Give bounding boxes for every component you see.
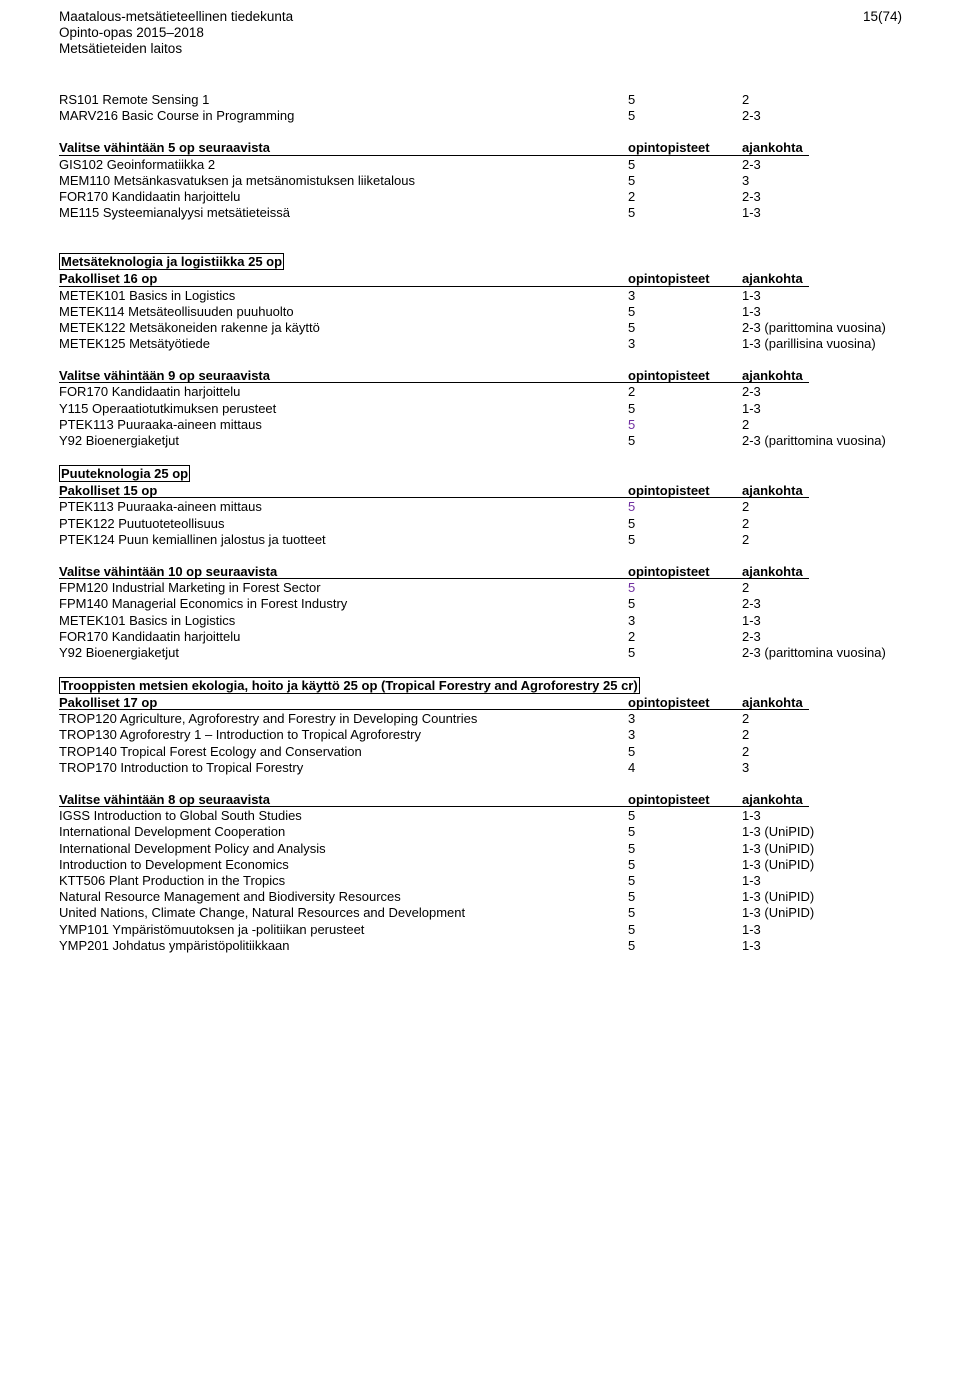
section-title-box: Trooppisten metsien ekologia, hoito ja käyttö 25 op (Tropical Forestry and Agroforestry 25 cr)	[61, 678, 638, 694]
course-name: METEK125 Metsätyötiede	[59, 336, 211, 352]
course-timing: 2-3	[742, 188, 761, 204]
course-name: United Nations, Climate Change, Natural Resources and Development	[59, 905, 466, 921]
course-timing: 2-3	[742, 384, 761, 400]
course-name: International Development Policy and Analysis	[59, 840, 326, 856]
spacer	[59, 221, 919, 237]
course-timing: 2-3	[742, 628, 761, 644]
course-name: FOR170 Kandidaatin harjoittelu	[59, 628, 241, 644]
course-timing: 1-3 (UniPID)	[742, 840, 815, 856]
credits-header: opintopisteet	[628, 368, 710, 384]
timing-header: ajankohta	[742, 140, 803, 156]
course-row	[59, 417, 919, 433]
spacer	[59, 548, 919, 564]
course-row	[59, 889, 919, 905]
group-header-row	[59, 564, 919, 580]
course-timing: 2	[742, 531, 750, 547]
course-credits: 5	[628, 824, 636, 840]
group-header-label: Valitse vähintään 10 op seuraavista	[59, 563, 278, 579]
course-credits: 5	[628, 416, 636, 432]
course-row	[59, 580, 919, 596]
spacer	[59, 449, 919, 465]
course-row	[59, 516, 919, 532]
course-credits: 5	[628, 743, 636, 759]
document-header	[59, 9, 293, 57]
course-row	[59, 157, 919, 173]
group-header-label: Valitse vähintään 9 op seuraavista	[59, 368, 270, 384]
course-timing: 1-3	[742, 872, 761, 888]
course-timing: 2	[742, 711, 750, 727]
course-name: Natural Resource Management and Biodiversity Resources	[59, 889, 401, 905]
course-name: KTT506 Plant Production in the Tropics	[59, 872, 286, 888]
course-name: FOR170 Kandidaatin harjoittelu	[59, 384, 241, 400]
credits-header: opintopisteet	[628, 695, 710, 711]
spacer	[59, 124, 919, 140]
course-credits: 5	[628, 921, 636, 937]
course-timing: 2-3 (parittomina vuosina)	[742, 433, 886, 448]
course-row	[59, 205, 919, 221]
course-timing: 1-3 (UniPID)	[742, 824, 815, 840]
course-timing: 2	[742, 499, 750, 515]
section-title	[59, 465, 919, 483]
course-credits: 5	[628, 937, 636, 953]
course-row	[59, 304, 919, 320]
section-title-box: Puuteknologia 25 op	[61, 466, 189, 482]
timing-header: ajankohta	[742, 695, 803, 711]
course-credits: 2	[628, 188, 636, 204]
timing-header: ajankohta	[742, 368, 803, 384]
course-timing: 3	[742, 759, 750, 775]
timing-header: ajankohta	[742, 483, 803, 499]
credits-header: opintopisteet	[628, 792, 710, 807]
course-name: MARV216 Basic Course in Programming	[59, 108, 295, 124]
course-timing: 2	[742, 515, 750, 531]
course-credits: 5	[628, 499, 636, 515]
course-name: FPM140 Managerial Economics in Forest Industry	[59, 596, 348, 612]
course-credits: 5	[628, 515, 636, 531]
section-title	[59, 677, 919, 695]
course-timing: 2-3	[742, 108, 761, 124]
course-row	[59, 189, 919, 205]
course-name: METEK101 Basics in Logistics	[59, 287, 236, 303]
course-name: MEM110 Metsänkasvatuksen ja metsänomistuksen liiketalous	[59, 172, 415, 188]
course-name: METEK101 Basics in Logistics	[59, 612, 236, 628]
course-name: Introduction to Development Economics	[59, 856, 289, 872]
course-credits: 3	[628, 612, 636, 628]
spacer	[59, 661, 919, 677]
course-credits: 2	[628, 384, 636, 400]
timing-header: ajankohta	[742, 563, 803, 579]
group-header-row	[59, 483, 919, 499]
course-timing: 1-3	[742, 287, 761, 303]
section-title	[59, 253, 919, 271]
course-row	[59, 596, 919, 612]
course-name: IGSS Introduction to Global South Studies	[59, 808, 302, 824]
course-name: METEK122 Metsäkoneiden rakenne ja käyttö	[59, 319, 320, 335]
course-credits: 3	[628, 287, 636, 303]
course-name: METEK114 Metsäteollisuuden puuhuolto	[59, 303, 294, 319]
group-header-row	[59, 140, 919, 156]
course-credits: 5	[628, 156, 636, 172]
course-timing: 1-3 (UniPID)	[742, 889, 815, 905]
course-name: Y92 Bioenergiaketjut	[59, 644, 179, 660]
course-name: FOR170 Kandidaatin harjoittelu	[59, 188, 241, 204]
group-header-label: Pakolliset 15 op	[59, 483, 158, 499]
course-row	[59, 401, 919, 417]
course-credits: 5	[628, 433, 636, 448]
course-credits: 2	[628, 628, 636, 644]
course-timing: 2	[742, 727, 750, 743]
course-credits: 5	[628, 889, 636, 905]
course-row	[59, 499, 919, 515]
course-timing: 1-3	[742, 937, 761, 953]
course-row	[59, 384, 919, 400]
course-row	[59, 173, 919, 189]
course-row	[59, 108, 919, 124]
course-credits: 5	[628, 92, 636, 107]
course-name: PTEK113 Puuraaka-aineen mittaus	[59, 499, 262, 515]
course-row	[59, 727, 919, 743]
course-credits: 5	[628, 172, 636, 188]
course-credits: 5	[628, 303, 636, 319]
course-credits: 3	[628, 727, 636, 743]
course-name: TROP120 Agriculture, Agroforestry and Forestry in Developing Countries	[59, 711, 478, 727]
credits-header: opintopisteet	[628, 563, 710, 579]
course-name: International Development Cooperation	[59, 824, 286, 840]
course-row	[59, 744, 919, 760]
course-timing: 2-3 (parittomina vuosina)	[742, 319, 886, 335]
course-name: RS101 Remote Sensing 1	[59, 92, 210, 107]
course-timing: 1-3	[742, 303, 761, 319]
course-credits: 5	[628, 400, 636, 416]
course-row	[59, 824, 919, 840]
course-credits: 5	[628, 644, 636, 660]
course-row	[59, 938, 919, 954]
spacer	[59, 237, 919, 253]
credits-header: opintopisteet	[628, 140, 710, 156]
spacer	[59, 776, 919, 792]
course-timing: 1-3 (UniPID)	[742, 905, 815, 921]
course-timing: 1-3	[742, 205, 761, 221]
course-credits: 5	[628, 808, 636, 824]
course-row	[59, 92, 919, 108]
group-header-row	[59, 368, 919, 384]
course-credits: 5	[628, 108, 636, 124]
course-credits: 5	[628, 596, 636, 612]
course-timing: 2-3	[742, 596, 761, 612]
course-row	[59, 320, 919, 336]
course-timing: 2	[742, 743, 750, 759]
page-number: 15(74)	[862, 9, 902, 24]
course-credits: 5	[628, 205, 636, 221]
course-listing	[59, 92, 919, 954]
course-name: PTEK113 Puuraaka-aineen mittaus	[59, 416, 262, 432]
course-timing: 2	[742, 92, 750, 107]
course-name: ME115 Systeemianalyysi metsätieteissä	[59, 205, 290, 221]
course-name: FPM120 Industrial Marketing in Forest Sector	[59, 580, 321, 596]
course-timing: 2	[742, 416, 750, 432]
course-name: YMP201 Johdatus ympäristöpolitiikkaan	[59, 937, 290, 953]
group-header-label: Pakolliset 16 op	[59, 271, 158, 287]
course-row	[59, 433, 919, 449]
course-timing: 2	[742, 580, 750, 596]
course-row	[59, 629, 919, 645]
course-name: GIS102 Geoinformatiikka 2	[59, 156, 216, 172]
course-row	[59, 857, 919, 873]
course-name: TROP140 Tropical Forest Ecology and Conservation	[59, 743, 362, 759]
department-name: Metsätieteiden laitos	[59, 41, 183, 56]
course-timing: 1-3 (parillisina vuosina)	[742, 336, 876, 352]
course-credits: 5	[628, 872, 636, 888]
guide-title: Opinto-opas 2015–2018	[59, 25, 204, 40]
course-timing: 1-3	[742, 921, 761, 937]
course-row	[59, 841, 919, 857]
course-credits: 4	[628, 759, 636, 775]
course-name: Y92 Bioenergiaketjut	[59, 433, 179, 448]
course-row	[59, 288, 919, 304]
course-name: TROP170 Introduction to Tropical Forestry	[59, 759, 304, 775]
course-credits: 5	[628, 840, 636, 856]
course-name: PTEK124 Puun kemiallinen jalostus ja tuotteet	[59, 531, 326, 547]
timing-header: ajankohta	[742, 792, 803, 807]
group-header-label: Pakolliset 17 op	[59, 695, 158, 711]
group-header-label: Valitse vähintään 5 op seuraavista	[59, 140, 270, 156]
course-row	[59, 336, 919, 352]
course-timing: 2-3 (parittomina vuosina)	[742, 644, 886, 660]
course-row	[59, 532, 919, 548]
group-header-row	[59, 695, 919, 711]
course-name: YMP101 Ympäristömuutoksen ja -politiikan perusteet	[59, 921, 365, 937]
credits-header: opintopisteet	[628, 483, 710, 499]
course-row	[59, 873, 919, 889]
group-header-label: Valitse vähintään 8 op seuraavista	[59, 792, 270, 807]
course-credits: 5	[628, 856, 636, 872]
course-timing: 1-3 (UniPID)	[742, 856, 815, 872]
course-row	[59, 711, 919, 727]
course-credits: 3	[628, 711, 636, 727]
course-name: TROP130 Agroforestry 1 – Introduction to Tropical Agroforestry	[59, 727, 422, 743]
course-credits: 5	[628, 531, 636, 547]
timing-header: ajankohta	[742, 271, 803, 287]
course-row	[59, 808, 919, 824]
course-credits: 5	[628, 905, 636, 921]
course-name: PTEK122 Puutuoteteollisuus	[59, 515, 225, 531]
course-row	[59, 905, 919, 921]
spacer	[59, 352, 919, 368]
course-credits: 5	[628, 580, 636, 596]
section-title-box: Metsäteknologia ja logistiikka 25 op	[61, 254, 283, 270]
faculty-name: Maatalous-metsätieteellinen tiedekunta	[59, 9, 294, 24]
course-row	[59, 645, 919, 661]
course-credits: 3	[628, 336, 636, 352]
course-row	[59, 922, 919, 938]
course-timing: 3	[742, 172, 750, 188]
group-header-row	[59, 792, 919, 808]
course-row	[59, 760, 919, 776]
course-row	[59, 613, 919, 629]
credits-header: opintopisteet	[628, 271, 710, 287]
course-timing: 1-3	[742, 808, 761, 824]
course-timing: 1-3	[742, 612, 761, 628]
course-credits: 5	[628, 319, 636, 335]
course-timing: 1-3	[742, 400, 761, 416]
course-timing: 2-3	[742, 156, 761, 172]
course-name: Y115 Operaatiotutkimuksen perusteet	[59, 400, 277, 416]
group-header-row	[59, 271, 919, 287]
